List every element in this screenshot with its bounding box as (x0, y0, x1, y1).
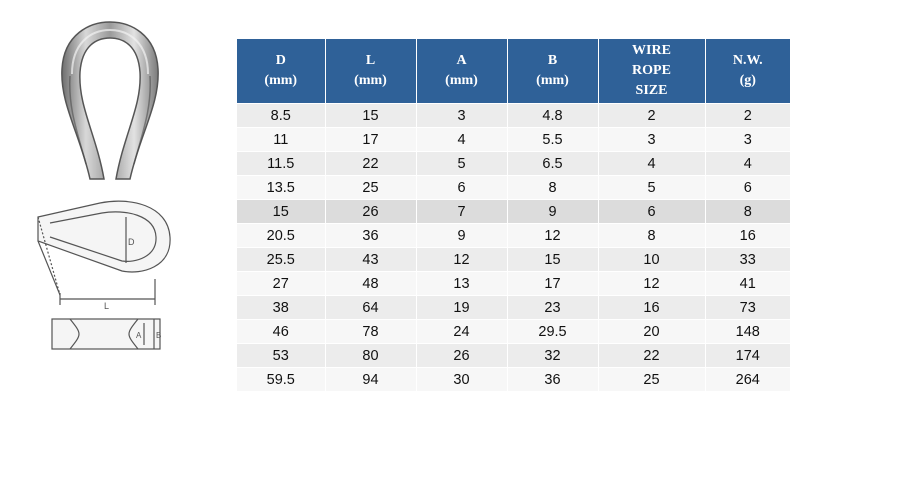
table-row (237, 224, 790, 248)
column-header (507, 39, 598, 104)
table-cell: 4.8 (507, 104, 598, 128)
table-cell: 20.5 (237, 224, 325, 248)
table-cell: 25.5 (237, 248, 325, 272)
table-row (237, 320, 790, 344)
column-header-line: (mm) (536, 73, 569, 88)
column-header-line: D (275, 53, 286, 68)
table-cell: 5 (598, 176, 705, 200)
table-cell: 5 (416, 152, 507, 176)
table-row (237, 128, 790, 152)
table-cell: 264 (705, 368, 790, 392)
table-row (237, 272, 790, 296)
column-header-line: ROPE (632, 63, 671, 78)
table-cell: 2 (705, 104, 790, 128)
table-cell: 174 (705, 344, 790, 368)
table-cell: 22 (325, 152, 416, 176)
table-cell: 2 (598, 104, 705, 128)
table-cell: 36 (507, 368, 598, 392)
table-cell: 25 (325, 176, 416, 200)
table-cell: 26 (325, 200, 416, 224)
table-row (237, 152, 790, 176)
table-cell: 8 (705, 200, 790, 224)
column-header-line: A (456, 53, 467, 68)
table-cell: 46 (237, 320, 325, 344)
table-cell: 3 (598, 128, 705, 152)
table-cell: 17 (507, 272, 598, 296)
column-header-line: L (365, 53, 376, 68)
column-header-line: (g) (739, 73, 756, 88)
table-cell: 8 (507, 176, 598, 200)
column-header (237, 39, 325, 104)
table-cell: 38 (237, 296, 325, 320)
table-cell: 43 (325, 248, 416, 272)
table-cell: 5.5 (507, 128, 598, 152)
column-header (598, 39, 705, 104)
table-cell: 9 (416, 224, 507, 248)
table-cell: 15 (325, 104, 416, 128)
table-cell: 27 (237, 272, 325, 296)
table-cell: 15 (507, 248, 598, 272)
table-cell: 12 (598, 272, 705, 296)
table-cell: 6 (598, 200, 705, 224)
table-cell: 8 (598, 224, 705, 248)
table-cell: 8.5 (237, 104, 325, 128)
table-cell: 11 (237, 128, 325, 152)
table-cell: 148 (705, 320, 790, 344)
thimble-photo (50, 14, 170, 184)
table-cell: 6.5 (507, 152, 598, 176)
table-cell: 73 (705, 296, 790, 320)
table-cell: 20 (598, 320, 705, 344)
table-cell: 6 (416, 176, 507, 200)
column-header-line: (mm) (354, 73, 387, 88)
column-header-line: SIZE (635, 83, 668, 98)
table-cell: 30 (416, 368, 507, 392)
table-cell: 36 (325, 224, 416, 248)
table-header-row (237, 39, 790, 104)
table-cell: 64 (325, 296, 416, 320)
dimension-label-a: A (136, 331, 142, 340)
table-cell: 16 (598, 296, 705, 320)
table-cell: 4 (416, 128, 507, 152)
table-cell: 59.5 (237, 368, 325, 392)
column-header-line: (mm) (264, 73, 298, 88)
table-row (237, 368, 790, 392)
table-cell: 25 (598, 368, 705, 392)
table-cell: 12 (416, 248, 507, 272)
thimble-dimension-diagram (30, 195, 180, 355)
table-cell: 94 (325, 368, 416, 392)
table-cell: 23 (507, 296, 598, 320)
column-header-line: WIRE (632, 43, 671, 58)
table-row (237, 248, 790, 272)
table-row (237, 344, 790, 368)
table-cell: 48 (325, 272, 416, 296)
thimble-spec-table (237, 39, 790, 391)
table-cell: 4 (598, 152, 705, 176)
table-cell: 29.5 (507, 320, 598, 344)
column-header-line: N.W. (732, 53, 763, 68)
table-cell: 12 (507, 224, 598, 248)
table-cell: 24 (416, 320, 507, 344)
table-cell: 22 (598, 344, 705, 368)
table-cell: 10 (598, 248, 705, 272)
column-header (325, 39, 416, 104)
dimension-label-b: B (156, 331, 162, 340)
table-cell: 53 (237, 344, 325, 368)
column-header-line: B (547, 53, 558, 68)
table-cell: 78 (325, 320, 416, 344)
column-header (416, 39, 507, 104)
table-cell: 15 (237, 200, 325, 224)
table-row (237, 176, 790, 200)
table-cell: 26 (416, 344, 507, 368)
column-header-line: (mm) (445, 73, 478, 88)
table-row (237, 200, 790, 224)
table-cell: 33 (705, 248, 790, 272)
table-body (237, 104, 790, 392)
table-cell: 11.5 (237, 152, 325, 176)
table-cell: 16 (705, 224, 790, 248)
table-cell: 13 (416, 272, 507, 296)
dimension-label-d: D (128, 237, 135, 247)
table-row (237, 296, 790, 320)
table-cell: 7 (416, 200, 507, 224)
table-cell: 32 (507, 344, 598, 368)
table-cell: 13.5 (237, 176, 325, 200)
table-row (237, 104, 790, 128)
table-cell: 17 (325, 128, 416, 152)
table-cell: 19 (416, 296, 507, 320)
column-header (705, 39, 790, 104)
table-cell: 41 (705, 272, 790, 296)
table-cell: 9 (507, 200, 598, 224)
dimension-label-l: L (104, 301, 110, 311)
table-cell: 4 (705, 152, 790, 176)
table-cell: 3 (416, 104, 507, 128)
table-cell: 3 (705, 128, 790, 152)
table-cell: 6 (705, 176, 790, 200)
table-cell: 80 (325, 344, 416, 368)
